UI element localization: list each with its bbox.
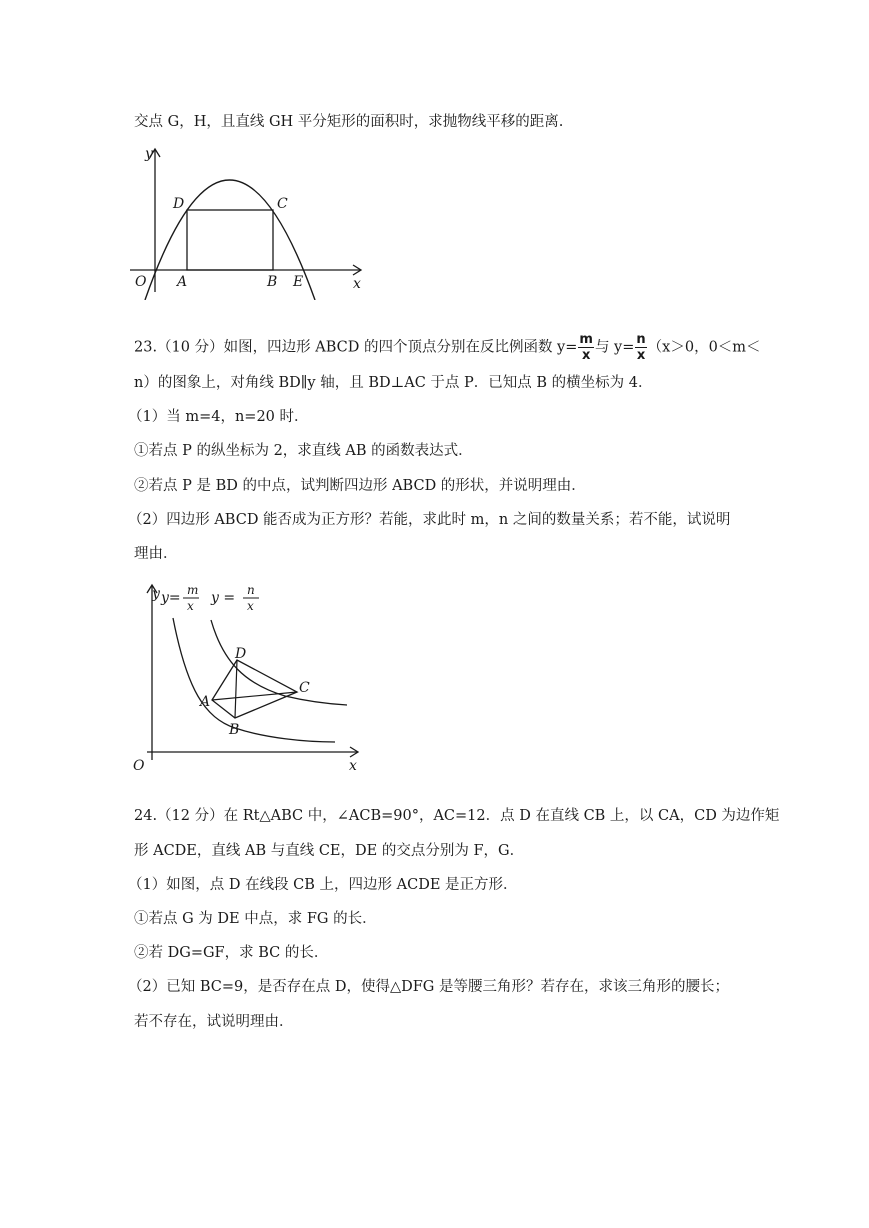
curve2-den: x [247,599,254,613]
quadrilateral-abcd [212,660,297,718]
q24-part2-a: （2）已知 BC=9，是否存在点 D，使得△DFG 是等腰三角形？若存在，求该三角形的腰长； [128,979,729,995]
q23-part2-b: 理由． [134,546,178,562]
fig2-label-x: x [349,758,357,774]
q24-sub1: ①若点 G 为 DE 中点，求 FG 的长． [134,911,377,927]
curve1-num: m [187,583,199,597]
q23-line1-c: （x＞0，0＜m＜ [647,339,761,356]
q22-tail-text: 交点 G，H，且直线 GH 平分矩形的面积时，求抛物线平移的距离. [134,114,564,130]
curve2-num: n [247,583,255,597]
parabola-curve [145,180,315,300]
fig1-label-e: E [293,274,304,290]
q23-sub1: ①若点 P 的纵坐标为 2，求直线 AB 的函数表达式． [134,443,473,459]
parabola-rectangle-figure [125,140,375,300]
rectangle-abcd [187,210,273,270]
fig1-label-x: x [353,276,361,292]
fig2-label-y: y [152,586,160,602]
q24-line1: 24.（12 分）在 Rt△ABC 中，∠ACB=90°，AC=12．点 D 在直线 CB 上，以 CA，CD 为边作矩 [134,808,780,824]
fig1-label-y: y [145,146,153,162]
fig1-label-b: B [267,274,278,290]
fig2-label-b: B [229,722,240,738]
q24-sub2: ②若 DG=GF，求 BC 的长． [134,945,329,961]
fraction-n-over-x: $\frac{n}{x}$ [636,332,646,363]
q23-line1-a: 23.（10 分）如图，四边形 ABCD 的四个顶点分别在反比例函数 y= [134,339,578,356]
q23-part2-a: （2）四边形 ABCD 能否成为正方形？若能，求此时 m，n 之间的数量关系；若不能，试说明 [128,512,731,528]
hyperbola-m-curve [173,618,335,742]
fig1-label-a: A [177,274,188,290]
q24-part2-b: 若不存在，试说明理由． [134,1014,294,1030]
fig2-label-d: D [235,646,247,662]
hyperbola-quadrilateral-figure [125,580,370,780]
curve2-prefix: y = [211,590,236,606]
fig2-label-o: O [133,758,145,774]
q23-line1-b: 与 y= [594,339,635,356]
diagonal-bd [235,660,237,718]
fig1-label-d: D [173,196,185,212]
curve1-den: x [187,599,194,613]
curve1-prefix: y= [161,590,181,606]
q24-line2: 形 ACDE，直线 AB 与直线 CE，DE 的交点分别为 F，G． [134,843,525,859]
fig1-label-o: O [135,274,147,290]
q23-line1 [134,333,761,362]
q24-part1: （1）如图，点 D 在线段 CB 上，四边形 ACDE 是正方形． [128,877,518,893]
q23-part1: （1）当 m=4，n=20 时． [128,409,309,425]
q23-sub2: ②若点 P 是 BD 的中点，试判断四边形 ABCD 的形状，并说明理由． [134,478,586,494]
fig2-label-a: A [200,694,211,710]
fig1-label-c: C [277,196,288,212]
fraction-m-over-x: $\frac{m}{x}$ [579,332,593,363]
hyperbola-n-curve [211,620,347,705]
q23-line2: n）的图象上，对角线 BD∥y 轴，且 BD⊥AC 于点 P．已知点 B 的横坐标为 4． [134,375,653,391]
fig2-label-c: C [299,680,310,696]
